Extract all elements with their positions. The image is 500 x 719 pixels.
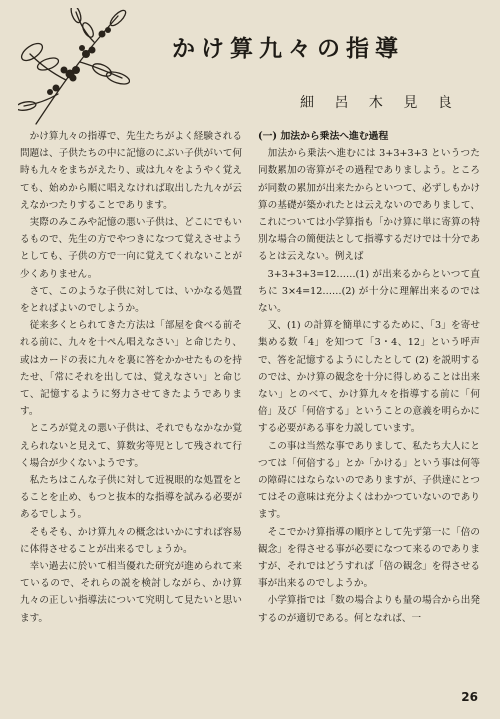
body-paragraph: 幸い過去に於いて相当優れた研究が進められて来ているので、それらの説を検討しながら、かけ算九々の正しい指導法について究明して見たいと思います。	[20, 561, 242, 624]
body-paragraph: そこでかけ算指導の順序として先ず第一に「倍の観念」を得させる事が必要になつて来るのでありますが、それではどうすれば「倍の観念」を得させる事が出来るのでしようか。	[258, 526, 480, 590]
body-paragraph: この事は当然な事でありまして、私たち大人にとつては「何倍する」とか「かける」という事は何等の障碍にはならないのでありますが、子供達にとつてはその意味は充分よくはわかつていないのであります。	[258, 440, 480, 521]
body-paragraph: かけ算九々の指導で、先生たちがよく経験される問題は、子供たちの中に記憶のにぶい子供がいて何時も九々をまちがえたり、或は九々をようやく覚えても、始めから順に唱えなければ取出した九々が云えなかつたりすることであります。	[20, 131, 242, 211]
left-column	[20, 128, 242, 698]
section-heading: (一) 加法から乗法へ進む過程	[258, 131, 389, 142]
article-title: かけ算九々の指導	[172, 35, 404, 62]
body-paragraph: 私たちはこんな子供に対して近視眼的な処置をとることを止め、もつと抜本的な指導を試みる必要があるでしよう。	[20, 475, 242, 521]
body-paragraph: そもそも、かけ算九々の概念はいかにすれば容易に体得させることが出来るでしょうか。	[20, 526, 242, 555]
body-paragraph: 3+3+3+3=12……(1) が出来るからといつて直ちに 3×4=12……(2) が十分に理解出来るのではない。	[258, 268, 480, 315]
body-paragraph: 実際のみこみや記憶の悪い子供は、どこにでもいるもので、先生の方でやつきになつて覚えさせようとしても、子供の方で一向に覚えてくれないことが少くありません。	[20, 217, 242, 280]
body-paragraph: 小学算指では「数の場合よりも量の場合から出発するのが適切である。何となれば、一	[258, 595, 480, 624]
body-paragraph: 又、(1) の計算を簡単にするために、「3」を寄せ集める数「4」を知つて「3・4、12」という呼声で、答を記憶するようにしたとして (2) を説明するのでは、かけ算の観念を十分に得しめることは出来ない」とのべて、かけ算九々を指導する前に「何倍」及び「何倍する」ということの意義を明らかにする必要がある事を力説しています。	[258, 320, 480, 435]
page-number: 26	[461, 690, 478, 704]
article-author: 細 呂 木 見 良	[300, 95, 460, 111]
body-paragraph: さて、このような子供に対しては、いかなる処置をとればよいのでしようか。	[20, 285, 242, 315]
plant-sketch-illustration	[18, 8, 130, 128]
right-column	[258, 128, 480, 698]
body-paragraph: 従来多くとられてきた方法は「部屋を食べる前それる前に、九々を十ぺん唱えなさい」と命じたり、或はカードの表に九々を裏に答をかかせたものを持たせ、「常にそれを出しては、覚えなさい」と命じて、記憶するように努力させてきたようであります。	[20, 320, 242, 418]
body-paragraph: 加法から乗法へ進むには 3+3+3+3 というつた同数累加の寄算がその過程でありましよう。ところが同数の累加が出来たからといつて、必ずしもかけ算の基礎が築かれたとは云えないのでありまして、これについては小学算指も「かけ算に単に寄算の特別な場合の簡便法として指導するだけでは十分であるとは云えない。例えば	[258, 148, 480, 263]
body-paragraph: ところが覚えの悪い子供は、それでもなかなか覚えられないと見えて、算数劣等児として残されて行く場合が少くないようです。	[20, 423, 242, 469]
